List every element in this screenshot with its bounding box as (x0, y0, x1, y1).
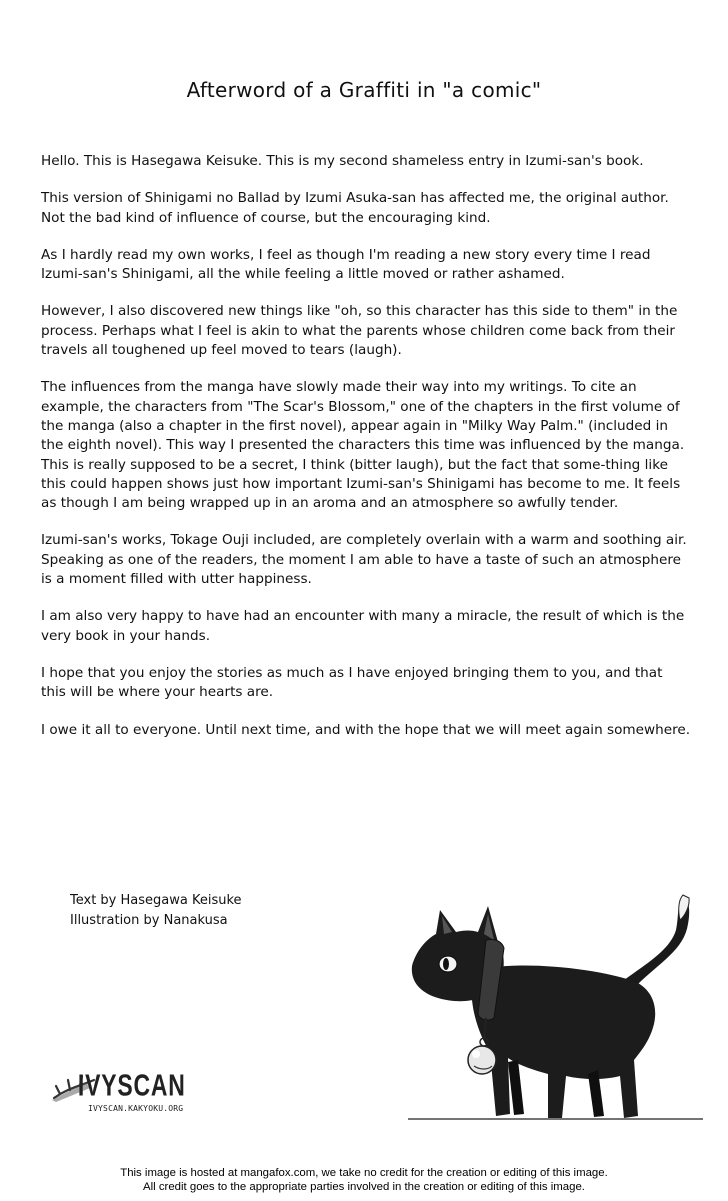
logo-url: IVYSCAN.KAKYOKU.ORG (88, 1104, 184, 1113)
illustration-credit: Illustration by Nanakusa (70, 913, 228, 928)
paragraph: Hello. This is Hasegawa Keisuke. This is my second shameless entry in Izumi-san's book. (41, 153, 644, 169)
hosting-note-line: This image is hosted at mangafox.com, we take no credit for the creation or editing of this image. (120, 1167, 608, 1179)
ivyscan-wordmark (50, 1058, 200, 1102)
cat-front-leg (508, 1060, 524, 1115)
cat-pupil (443, 958, 449, 970)
afterword-body (41, 152, 691, 758)
credits (70, 891, 242, 931)
paragraph: Izumi-san's works, Tokage Ouji included, are completely overlain with a warm and soothing air. Speaking as one of the readers, the moment I am able to have a taste of such an atmosphere is a moment filled with utter happiness. (41, 532, 687, 588)
paragraph: The influences from the manga have slowly made their way into my writings. To cite an example, the characters from "The Scar's Blossom," one of the chapters in the first volume of the manga (also a chapter in the first novel), appear again in "Milky Way Palm." (included in the eighth novel). This way I presented the characters this time was influenced by the manga. This is really supposed to be a secret, I think (bitter laugh), but the fact that some-thing like this could happen shows just how important Izumi-san's Shinigami has become to me. It feels as though I am being wrapped up in an aroma and an atmosphere so awfully tender. (41, 379, 685, 512)
bell-shine (472, 1050, 480, 1058)
logo-name: IVYSCAN (77, 1067, 186, 1102)
page-title: Afterword of a Graffiti in "a comic" (186, 78, 542, 102)
paragraph: This version of Shinigami no Ballad by Izumi Asuka-san has affected me, the original author. Not the bad kind of influence of course, but the encouraging kind. (41, 190, 669, 226)
hosting-note (0, 1166, 728, 1194)
paragraph: I am also very happy to have had an encounter with many a miracle, the result of which is the very book in your hands. (41, 608, 685, 644)
paragraph: I hope that you enjoy the stories as much as I have enjoyed bringing them to you, and that this will be where your hearts are. (41, 664, 663, 701)
cat-body (472, 966, 655, 1118)
paragraph: However, I also discovered new things like "oh, so this character has this side to them" in the process. Perhaps what I feel is akin to what the parents whose children come back from their travels all toughened up feel moved to tears (laugh). (41, 303, 678, 359)
paragraph: As I hardly read my own works, I feel as though I'm reading a new story every time I read Izumi-san's Shinigami, all the while feeling a little moved or rather ashamed. (41, 246, 651, 283)
hosting-note-line: All credit goes to the appropriate parties involved in the creation or editing of this image. (143, 1181, 585, 1193)
text-credit: Text by Hasegawa Keisuke (70, 893, 242, 908)
cat-illustration (398, 890, 708, 1125)
ivyscan-logo (50, 1058, 200, 1128)
paragraph: I owe it all to everyone. Until next time, and with the hope that we will meet again somewhere. (41, 721, 691, 738)
cat-bell (468, 1046, 496, 1074)
